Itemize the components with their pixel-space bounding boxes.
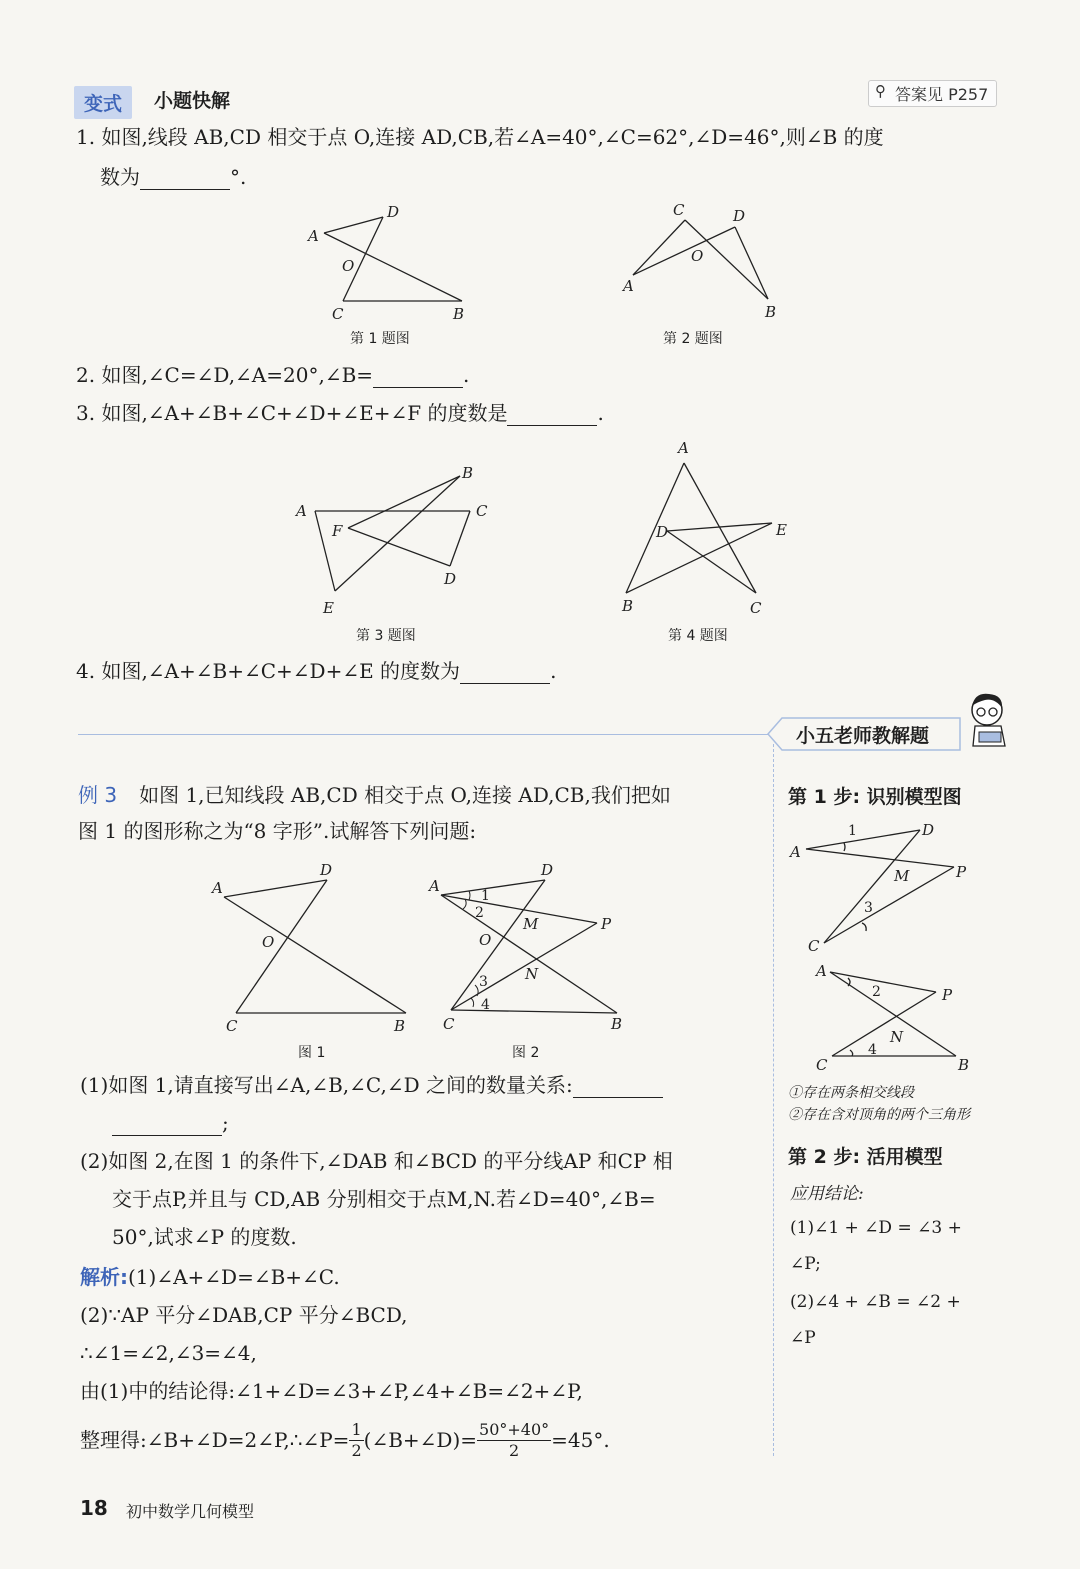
fraction-2-denominator: 2 <box>508 1440 520 1460</box>
question-2-line-2: 交于点P,并且与 CD,AB 分别相交于点M,N.若∠D=40°,∠B= <box>112 1187 656 1211</box>
side-fig1-label-c: C <box>808 937 820 955</box>
sidebar-notes <box>788 1082 970 1126</box>
fig3-label-c: C <box>476 502 488 520</box>
problem-4-text: 4. 如图,∠A+∠B+∠C+∠D+∠E 的度数为 <box>76 659 461 683</box>
side-fig2-angle-4: 4 <box>868 1042 877 1058</box>
question-1-end: ; <box>222 1111 229 1135</box>
side-fig1-label-d: D <box>922 821 935 839</box>
side-fig1-label-m: M <box>894 867 910 885</box>
fig1-label-a: A <box>308 227 319 245</box>
solution-text-1: (1)∠A+∠D=∠B+∠C. <box>128 1265 340 1289</box>
problem-3-text: 3. 如图,∠A+∠B+∠C+∠D+∠E+∠F 的度数是 <box>76 401 508 425</box>
fig1-label-c: C <box>332 305 344 323</box>
sidebar-conclusion-2a: (2)∠4 + ∠B = ∠2 + <box>790 1292 961 1312</box>
ex-fig2-label-c: C <box>443 1015 455 1033</box>
sidebar-figure-1 <box>782 815 982 955</box>
problem-2-suffix: . <box>463 363 470 387</box>
fig1-label-d: D <box>387 203 400 221</box>
fraction-sum <box>477 1420 551 1461</box>
ex-fig1-label-c: C <box>226 1017 238 1035</box>
figure-3-caption: 第 3 题图 <box>356 628 416 644</box>
section-tag: 变式 <box>74 86 132 119</box>
fig4-label-b: B <box>622 597 634 615</box>
ex-fig1-label-b: B <box>394 1017 406 1035</box>
solution-text-5b: (∠B+∠D)= <box>363 1428 478 1452</box>
fig3-label-a: A <box>296 502 307 520</box>
sidebar-note-1: ①存在两条相交线段 <box>788 1085 914 1101</box>
problem-4 <box>76 658 556 684</box>
ex-fig2-label-a: A <box>429 877 440 895</box>
figure-2 <box>615 195 795 325</box>
solution-text-5c: =45°. <box>551 1428 610 1452</box>
example-text-1: 如图 1,已知线段 AB,CD 相交于点 O,连接 AD,CB,我们把如 <box>139 783 671 807</box>
ex-fig2-label-o: O <box>479 931 492 949</box>
sidebar-conclusion-1a: (1)∠1 + ∠D = ∠3 + <box>790 1218 962 1238</box>
fig3-label-b: B <box>462 464 474 482</box>
fraction-one-half <box>349 1420 363 1461</box>
ex-fig2-label-d: D <box>541 861 554 879</box>
figure-1 <box>290 195 490 325</box>
fraction-1-denominator: 2 <box>351 1440 362 1460</box>
example-line-1 <box>78 782 671 808</box>
teacher-avatar-icon <box>965 690 1013 750</box>
problem-3-suffix: . <box>597 401 604 425</box>
example-figure-1 <box>200 855 420 1040</box>
side-fig1-angle-3: 3 <box>864 900 873 916</box>
solution-line-3: ∴∠1=∠2,∠3=∠4, <box>80 1341 257 1365</box>
fig2-label-a: A <box>623 277 634 295</box>
side-fig2-label-a: A <box>816 962 827 980</box>
ex-fig2-label-b: B <box>611 1015 623 1033</box>
figure-2-caption: 第 2 题图 <box>663 331 723 347</box>
side-fig2-label-b: B <box>958 1056 970 1074</box>
section-divider <box>78 734 768 735</box>
question-1-blank-a <box>573 1077 663 1098</box>
fraction-2-numerator: 50°+40° <box>479 1419 550 1439</box>
fig3-label-f: F <box>332 522 343 540</box>
problem-1-prefix: 数为 <box>100 165 140 189</box>
question-1-text: (1)如图 1,请直接写出∠A,∠B,∠C,∠D 之间的数量关系: <box>80 1073 573 1097</box>
fig2-label-o: O <box>691 247 704 265</box>
solution-line-1 <box>80 1264 340 1290</box>
problem-2-blank <box>373 367 463 388</box>
side-fig1-angle-1: 1 <box>848 823 857 839</box>
example-label: 例 3 <box>78 783 118 807</box>
book-title: 初中数学几何模型 <box>126 1502 255 1521</box>
side-fig2-angle-2: 2 <box>872 984 881 1000</box>
sidebar-step-1: 第 1 步: 识别模型图 <box>788 786 962 808</box>
side-fig2-label-n: N <box>890 1028 904 1046</box>
sidebar-conclusion-1b: ∠P; <box>790 1254 821 1274</box>
problem-3-blank <box>507 405 597 426</box>
question-1-cont <box>112 1110 229 1136</box>
fig2-label-d: D <box>733 207 746 225</box>
problem-2 <box>76 362 469 388</box>
figure-1-caption: 第 1 题图 <box>350 331 410 347</box>
ex-fig2-label-p: P <box>601 915 612 933</box>
example-figure-2-caption: 图 2 <box>512 1045 540 1061</box>
ex-fig2-label-n: N <box>525 965 539 983</box>
solution-label: 解析: <box>80 1265 128 1289</box>
example-figure-2 <box>425 855 635 1040</box>
solution-line-5 <box>80 1416 610 1464</box>
solution-line-2: (2)∵AP 平分∠DAB,CP 平分∠BCD, <box>80 1303 408 1327</box>
side-fig1-label-p: P <box>956 863 967 881</box>
fig1-label-o: O <box>342 257 355 275</box>
ex-fig1-label-a: A <box>212 879 223 897</box>
problem-4-blank <box>460 663 550 684</box>
fig2-label-b: B <box>765 303 777 321</box>
ex-fig1-label-d: D <box>320 861 333 879</box>
fig4-label-a: A <box>678 439 689 457</box>
sidebar-conclusion-2b: ∠P <box>790 1328 816 1348</box>
example-figure-1-caption: 图 1 <box>298 1045 326 1061</box>
question-2-line-3: 50°,试求∠P 的度数. <box>112 1225 297 1249</box>
fig4-label-c: C <box>750 599 762 617</box>
fraction-1-numerator: 1 <box>351 1419 362 1439</box>
sidebar-step-2: 第 2 步: 活用模型 <box>788 1146 943 1168</box>
answer-reference <box>868 80 997 107</box>
sidebar-figure-2 <box>808 958 988 1076</box>
solution-line-4: 由(1)中的结论得:∠1+∠D=∠3+∠P,∠4+∠B=∠2+∠P, <box>80 1379 583 1403</box>
side-fig2-label-c: C <box>816 1056 828 1074</box>
answer-reference-text: 答案见 P257 <box>895 85 989 104</box>
question-2-line-1: (2)如图 2,在图 1 的条件下,∠DAB 和∠BCD 的平分线AP 和CP 相 <box>80 1149 673 1173</box>
ex-fig2-angle-1: 1 <box>481 888 490 904</box>
problem-1-blank <box>140 169 230 190</box>
solution-text-5a: 整理得:∠B+∠D=2∠P,∴∠P= <box>80 1428 350 1452</box>
problem-1-line-1: 1. 如图,线段 AB,CD 相交于点 O,连接 AD,CB,若∠A=40°,∠C=62°,∠D=46°,则∠B 的度 <box>76 125 884 149</box>
ex-fig2-angle-2: 2 <box>475 905 484 921</box>
ex-fig2-label-m: M <box>523 915 539 933</box>
problem-1-line-2 <box>100 164 246 190</box>
problem-4-suffix: . <box>550 659 557 683</box>
figure-3 <box>290 458 510 620</box>
ex-fig2-angle-4: 4 <box>481 997 490 1013</box>
example-line-2: 图 1 的图形称之为“8 字形”.试解答下列问题: <box>78 819 477 843</box>
section-title: 小题快解 <box>154 90 231 112</box>
fig4-label-d: D <box>656 523 669 541</box>
side-fig1-label-a: A <box>790 843 801 861</box>
figure-4-caption: 第 4 题图 <box>668 628 728 644</box>
side-fig2-label-p: P <box>942 986 953 1004</box>
problem-3 <box>76 400 604 426</box>
problem-1-suffix: °. <box>230 165 247 189</box>
fig4-label-e: E <box>776 521 787 539</box>
figure-4 <box>610 435 800 620</box>
fig3-label-d: D <box>444 570 457 588</box>
fig1-label-b: B <box>453 305 465 323</box>
question-1-blank-b <box>112 1115 222 1136</box>
fig3-label-e: E <box>323 599 334 617</box>
key-icon: ⚲ <box>875 82 886 100</box>
problem-2-text: 2. 如图,∠C=∠D,∠A=20°,∠B= <box>76 363 374 387</box>
sidebar-note-2: ②存在含对顶角的两个三角形 <box>788 1107 970 1123</box>
ex-fig1-label-o: O <box>262 933 275 951</box>
fig2-label-c: C <box>673 201 685 219</box>
page-number: 18 <box>80 1496 108 1520</box>
sidebar-apply: 应用结论: <box>790 1184 864 1204</box>
teacher-banner: 小五老师教解题 <box>796 725 930 747</box>
question-1 <box>80 1072 663 1098</box>
sidebar-divider <box>773 744 774 1456</box>
ex-fig2-angle-3: 3 <box>479 974 488 990</box>
